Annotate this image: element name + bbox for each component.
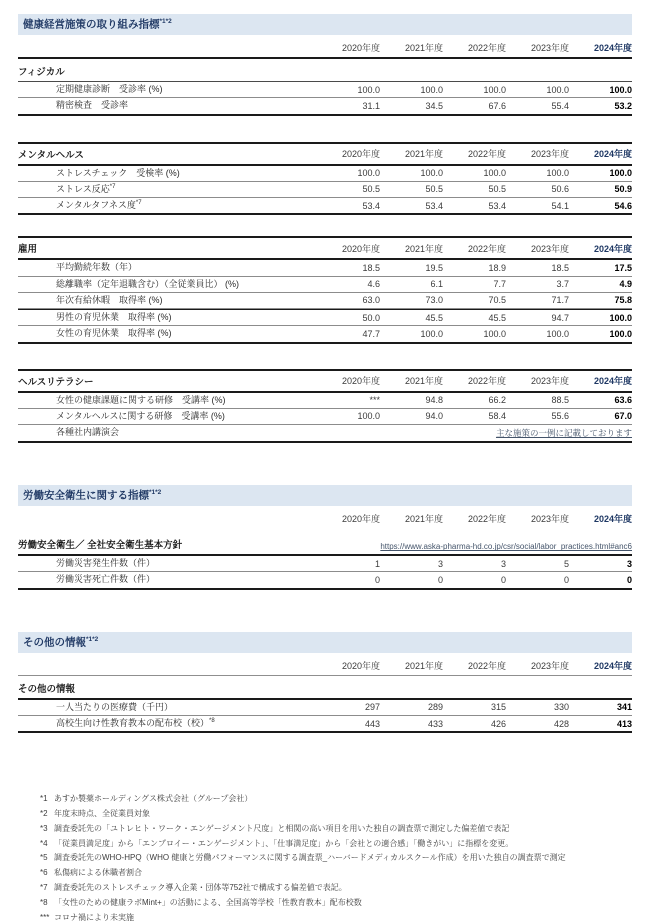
row-label (18, 326, 317, 341)
value-cell: 100.0 (357, 84, 380, 95)
footnote-text: 「従業員満足度」から「エンプロイー・エンゲージメント」、「仕事満足度」から「会社との適合感」「働きがい」に指標を変更。 (54, 838, 514, 848)
value-cell: 433 (427, 718, 443, 729)
value-cell: 426 (490, 718, 506, 729)
row-label-text: 各種社内講演会 (56, 427, 120, 438)
section-label: ヘルスリテラシー (18, 376, 94, 388)
year-col-header: 2021年度 (404, 43, 443, 54)
footnote (40, 825, 632, 834)
footnote (40, 810, 632, 819)
year-col-header: 2023年度 (530, 660, 569, 671)
value-cell: 19.5 (425, 262, 443, 273)
year-col-header: 2024年度 (593, 376, 632, 387)
policy-url-link[interactable]: https://www.aska-pharma-hd.co.jp/csr/social/labor_practices.html#anc6 (380, 542, 632, 552)
value-cell: 100.0 (357, 168, 380, 179)
year-col-header: 2020年度 (341, 376, 380, 387)
value-cell: 5 (563, 558, 569, 569)
year-col-header: 2023年度 (530, 243, 569, 254)
footnote-ref: *7 (109, 183, 116, 190)
measures-example-link[interactable]: 主な施策の一例に記載しております (495, 428, 632, 439)
footnote-text: あすか製薬ホールディングス株式会社（グループ会社） (54, 794, 253, 804)
row-label (18, 409, 317, 424)
footnote-marker: *8 (40, 897, 48, 907)
year-col-header: 2022年度 (467, 243, 506, 254)
table-row (18, 82, 632, 98)
value-cell: 100.0 (483, 328, 506, 339)
row-label-text: メンタルタフネス度 (56, 200, 136, 211)
value-cell: 3 (626, 558, 632, 569)
year-col-header: 2024年度 (593, 660, 632, 671)
footnote (40, 854, 632, 863)
section-label (18, 59, 632, 82)
year-col-header: 2021年度 (404, 376, 443, 387)
value-cell: 71.7 (551, 295, 569, 306)
footnote-marker: *7 (40, 883, 48, 893)
value-cell: 53.2 (614, 100, 632, 111)
year-col-header: 2021年度 (404, 514, 443, 525)
table-row (18, 182, 632, 198)
value-cell: 66.2 (488, 395, 506, 406)
footnote-marker: *1 (40, 794, 48, 804)
year-col-header: 2024年度 (593, 243, 632, 254)
table-row (18, 293, 632, 309)
value-cell: 443 (364, 718, 380, 729)
section-label (18, 676, 632, 700)
value-cell: 3 (437, 558, 443, 569)
value-cell: 6.1 (430, 279, 443, 290)
footnote-text: 調査委託先のWHO-HPQ（WHO 健康と労働パフォーマンスに関する調査票_ハーバードメディカルスクール作成）を用いた独自の調査票で測定 (54, 853, 566, 863)
footnote-marker: *5 (40, 853, 48, 863)
value-cell: 70.5 (488, 295, 506, 306)
year-col-header: 2022年度 (467, 376, 506, 387)
value-cell: 100.0 (609, 168, 632, 179)
section-label: 雇用 (18, 244, 38, 256)
value-cell: 34.5 (425, 100, 443, 111)
value-cell: 31.1 (362, 100, 380, 111)
section-label-text: その他の情報 (18, 683, 76, 695)
table-row (18, 393, 632, 409)
value-cell: 58.4 (488, 411, 506, 422)
footnote (40, 795, 632, 804)
row-label (18, 293, 317, 308)
table-row (18, 166, 632, 182)
year-col-header: 2022年度 (467, 149, 506, 160)
footnote-text: コロナ禍により未実施 (54, 912, 134, 922)
value-cell: 53.4 (362, 200, 380, 211)
footnote-text: 私傷病による休職者割合 (54, 868, 142, 878)
value-cell: 50.0 (362, 312, 380, 323)
value-cell: 63.6 (614, 395, 632, 406)
value-cell: 17.5 (614, 262, 632, 273)
year-col-header: 2020年度 (341, 660, 380, 671)
footnote (40, 914, 632, 922)
row-label (18, 82, 317, 97)
table-row (18, 409, 632, 425)
value-cell: 413 (616, 718, 632, 729)
value-cell: 100.0 (357, 411, 380, 422)
table-row (18, 700, 632, 716)
year-col-header: 2022年度 (467, 514, 506, 525)
footnote (40, 840, 632, 849)
value-cell: 3.7 (556, 279, 569, 290)
value-cell: 0 (437, 575, 443, 586)
value-cell: *** (369, 395, 380, 406)
row-label (18, 98, 317, 113)
year-header-row (18, 653, 632, 676)
section-title: 健康経営施策の取り組み指標 (23, 18, 160, 31)
row-label (18, 425, 496, 440)
year-col-header: 2020年度 (341, 243, 380, 254)
footnote-marker: *3 (40, 823, 48, 833)
row-label (18, 310, 317, 325)
row-label-text: ストレス反応 (56, 183, 110, 194)
year-col-header: 2023年度 (530, 149, 569, 160)
section-title-bar (18, 14, 632, 35)
value-cell: 100.0 (609, 84, 632, 95)
value-cell: 100.0 (483, 84, 506, 95)
table-body (18, 393, 632, 444)
year-header-row (18, 35, 632, 59)
section-title: 労働安全衛生に関する指標 (23, 489, 149, 502)
table-body (18, 166, 632, 216)
section-label-text: フィジカル (18, 67, 65, 79)
value-cell: 88.5 (551, 395, 569, 406)
value-cell: 0 (374, 575, 380, 586)
value-cell: 341 (616, 702, 632, 713)
value-cell: 100.0 (546, 328, 569, 339)
value-cell: 47.7 (362, 328, 380, 339)
policy-label: 労働安全衛生／ 全社安全衛生基本方針 (18, 540, 183, 552)
table-row (18, 309, 632, 326)
table-row (18, 425, 632, 443)
value-cell: 18.5 (551, 262, 569, 273)
row-label-text: 総離職率（定年退職含む）（全従業員比） (%) (56, 278, 239, 289)
row-label-text: 年次有給休暇 取得率 (%) (56, 294, 163, 305)
value-cell: 50.9 (614, 184, 632, 195)
row-label (18, 198, 317, 213)
value-cell: 94.8 (425, 395, 443, 406)
year-col-header: 2024年度 (593, 514, 632, 525)
value-cell: 45.5 (488, 312, 506, 323)
table-row (18, 277, 632, 293)
year-col-header: 2024年度 (593, 149, 632, 160)
footnote-marker: *2 (40, 809, 48, 819)
value-cell: 50.6 (551, 184, 569, 195)
year-col-header: 2020年度 (341, 514, 380, 525)
table-body (18, 260, 632, 343)
value-cell: 18.5 (362, 262, 380, 273)
value-cell: 53.4 (488, 200, 506, 211)
footnote-ref: *7 (135, 200, 142, 207)
value-cell: 45.5 (425, 312, 443, 323)
footnote-text: 年度末時点、全従業員対象 (54, 809, 150, 819)
section-title-footnote-ref: *1*2 (86, 635, 99, 643)
value-cell: 75.8 (614, 295, 632, 306)
value-cell: 100.0 (420, 328, 443, 339)
year-col-header: 2020年度 (341, 43, 380, 54)
year-col-header: 2023年度 (530, 43, 569, 54)
section-header-row (18, 369, 632, 393)
section-header-row (18, 142, 632, 166)
value-cell: 55.6 (551, 411, 569, 422)
value-cell: 0 (626, 575, 632, 586)
footnote-ref: *8 (209, 718, 215, 725)
value-cell: 100.0 (483, 168, 506, 179)
row-label (18, 716, 317, 731)
value-cell: 67.6 (488, 100, 506, 111)
footnote (40, 884, 632, 893)
value-cell: 18.9 (488, 262, 506, 273)
value-cell: 67.0 (614, 411, 632, 422)
value-cell: 100.0 (546, 84, 569, 95)
value-cell: 4.9 (619, 279, 632, 290)
value-cell: 55.4 (551, 100, 569, 111)
section-title: その他の情報 (23, 636, 86, 649)
year-col-header: 2020年度 (341, 149, 380, 160)
table-row (18, 198, 632, 215)
value-cell: 53.4 (425, 200, 443, 211)
section-header-row (18, 236, 632, 260)
value-cell: 100.0 (420, 168, 443, 179)
value-cell: 0 (563, 575, 569, 586)
table-row (18, 716, 632, 733)
row-label (18, 182, 317, 197)
table-row (18, 98, 632, 115)
footnote-text: 調査委託先の「ユトレヒト・ワーク・エンゲージメント尺度」と相関の高い項目を用いた独自の調査票で測定した偏差値で表記 (54, 823, 510, 833)
row-label-text: 労働災害発生件数（件） (56, 558, 156, 569)
value-cell: 330 (553, 702, 569, 713)
section-title-bar (18, 485, 632, 506)
row-label (18, 166, 317, 181)
value-cell: 3 (500, 558, 506, 569)
value-cell: 100.0 (420, 84, 443, 95)
year-col-header: 2023年度 (530, 376, 569, 387)
value-cell: 100.0 (609, 328, 632, 339)
footnotes-section (18, 795, 632, 922)
row-label-text: 男性の育児休業 取得率 (%) (56, 312, 172, 323)
footnote (40, 899, 632, 908)
year-col-header: 2021年度 (404, 243, 443, 254)
table-row (18, 260, 632, 276)
table-row (18, 556, 632, 572)
section-title-footnote-ref: *1*2 (149, 489, 162, 497)
row-label (18, 277, 317, 292)
year-col-header: 2023年度 (530, 514, 569, 525)
year-col-header: 2024年度 (593, 43, 632, 54)
year-col-header: 2022年度 (467, 660, 506, 671)
footnote-text: 調査委託先のストレスチェック導入企業・団体等752社で構成する偏差値で表記。 (54, 883, 347, 893)
footnote-marker: *6 (40, 868, 48, 878)
value-cell: 315 (490, 702, 506, 713)
value-cell: 63.0 (362, 295, 380, 306)
footnote-marker: *4 (40, 838, 48, 848)
value-cell: 50.5 (425, 184, 443, 195)
value-cell: 50.5 (488, 184, 506, 195)
value-cell: 54.1 (551, 200, 569, 211)
row-label-text: ストレスチェック 受検率 (%) (56, 167, 180, 178)
row-label (18, 572, 317, 587)
row-label (18, 700, 317, 715)
row-label-text: 高校生向け性教育教本の配布校（校） (56, 718, 210, 729)
footnote-text: 「女性のための健康ラボMint+」の活動による、全国高等学校「性教育教本」配布校数 (54, 897, 362, 907)
row-label-text: メンタルヘルスに関する研修 受講率 (%) (56, 410, 225, 421)
value-cell: 54.6 (614, 200, 632, 211)
row-label-text: 労働災害死亡件数（件） (56, 574, 156, 585)
policy-row (18, 534, 632, 556)
row-label (18, 556, 317, 571)
value-cell: 289 (427, 702, 443, 713)
indicator-tables (18, 14, 632, 733)
value-cell: 7.7 (493, 279, 506, 290)
table-body (18, 82, 632, 116)
year-col-header: 2021年度 (404, 660, 443, 671)
row-label-text: 精密検査 受診率 (56, 100, 129, 111)
row-label-text: 定期健康診断 受診率 (%) (56, 84, 163, 95)
table-row (18, 572, 632, 589)
value-cell: 94.0 (425, 411, 443, 422)
value-cell: 100.0 (609, 312, 632, 323)
value-cell: 94.7 (551, 312, 569, 323)
year-header-row (18, 506, 632, 526)
value-cell: 4.6 (367, 279, 380, 290)
value-cell: 50.5 (362, 184, 380, 195)
year-col-header: 2022年度 (467, 43, 506, 54)
section-title-bar (18, 632, 632, 653)
section-label: メンタルヘルス (18, 149, 84, 161)
value-cell: 73.0 (425, 295, 443, 306)
row-label-text: 女性の健康課題に関する研修 受講率 (%) (56, 394, 226, 405)
footnote-marker: *** (40, 912, 50, 922)
value-cell: 297 (364, 702, 380, 713)
value-cell: 428 (553, 718, 569, 729)
value-cell: 0 (500, 575, 506, 586)
table-body (18, 700, 632, 734)
row-label-text: 女性の育児休業 取得率 (%) (56, 328, 172, 339)
row-label-text: 平均勤続年数（年） (56, 262, 138, 273)
footnote (40, 869, 632, 878)
table-row (18, 326, 632, 343)
row-label-text: 一人当たりの医療費（千円） (56, 701, 174, 712)
table-body (18, 556, 632, 590)
row-label (18, 260, 317, 275)
value-cell: 1 (374, 558, 380, 569)
row-label (18, 393, 317, 408)
section-title-footnote-ref: *1*2 (159, 18, 172, 25)
value-cell: 100.0 (546, 168, 569, 179)
year-col-header: 2021年度 (404, 149, 443, 160)
